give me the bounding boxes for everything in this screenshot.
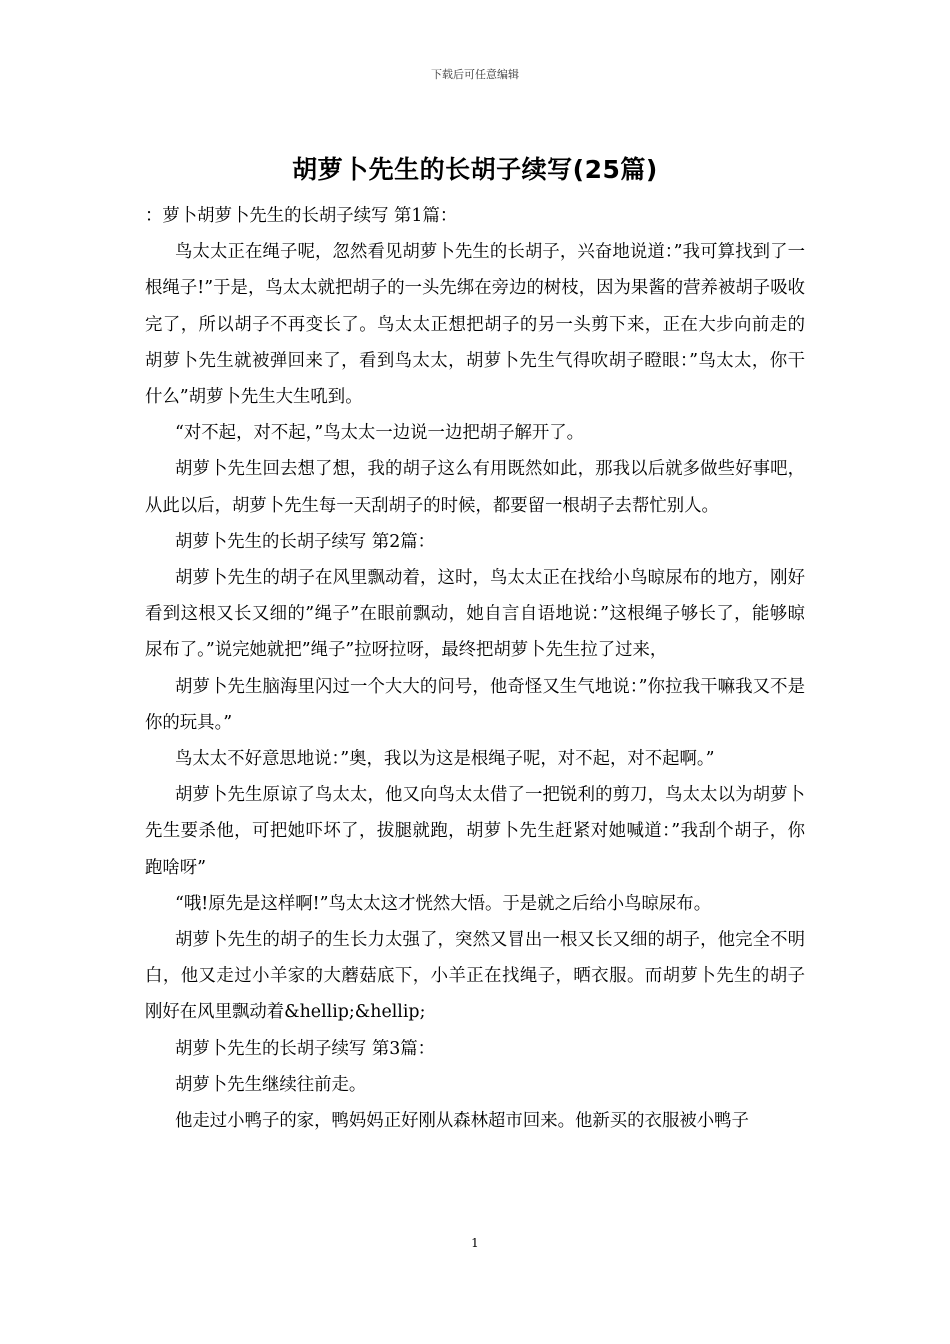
body-paragraph: 胡萝卜先生继续往前走。 [175,1074,367,1095]
body-paragraph: ：萝卜胡萝卜先生的长胡子续写 第1篇： [145,206,458,226]
body-paragraph: 胡萝卜先生脑海里闪过一个大大的问号，他奇怪又生气地说：”你拉我干嘛我又不是你的玩具。” [145,676,805,733]
page-number: 1 [471,1236,479,1250]
document-title: 胡萝卜先生的长胡子续写(25篇) [292,155,658,184]
body-paragraph: 胡萝卜先生回去想了想，我的胡子这么有用既然如此，那我以后就多做些好事吧，从此以后，胡萝卜先生每一天刮胡子的时候，都要留一根胡子去帮忙别人。 [145,459,805,516]
body-paragraph: 他走过小鸭子的家，鸭妈妈正好刚从森林超市回来。他新买的衣服被小鸭子 [175,1111,749,1132]
body-paragraph: 鸟太太正在绳子呢，忽然看见胡萝卜先生的长胡子，兴奋地说道：”我可算找到了一根绳子!”于是，鸟太太就把胡子的一头先绑在旁边的树枝，因为果酱的营养被胡子吸收完了，所以胡子不再变长了。鸟太太正想把胡子的另一头剪下来，正在大步向前走的胡萝卜先生就被弹回来了，看到鸟太太，胡萝卜先生气得吹胡子瞪眼：”鸟太太，你干什么”胡萝卜先生大生吼到。 [145,242,805,408]
body-paragraph: “哦!原先是这样啊!”鸟太太这才恍然大悟。于是就之后给小鸟晾尿布。 [175,893,712,914]
body-paragraph: 胡萝卜先生的长胡子续写 第3篇： [175,1038,436,1059]
body-paragraph: 鸟太太不好意思地说：”奥，我以为这是根绳子呢，对不起，对不起啊。” [175,749,715,770]
body-paragraph: 胡萝卜先生的胡子的生长力太强了，突然又冒出一根又长又细的胡子，他完全不明白，他又走过小羊家的大蘑菇底下，小羊正在找绳子，晒衣服。而胡萝卜先生的胡子刚好在风里飘动着&hellip;&hellip; [145,930,805,1023]
header-note: 下载后可任意编辑 [431,68,519,81]
body-paragraph: 胡萝卜先生的长胡子续写 第2篇： [175,531,436,552]
body-paragraph: 胡萝卜先生的胡子在风里飘动着，这时，鸟太太正在找给小鸟晾尿布的地方，刚好看到这根又长又细的”绳子”在眼前飘动，她自言自语地说：”这根绳子够长了，能够晾尿布了。”说完她就把”绳子”拉呀拉呀，最终把胡萝卜先生拉了过来， [145,568,805,661]
document-body [145,198,805,1139]
body-paragraph: 胡萝卜先生原谅了鸟太太，他又向鸟太太借了一把锐利的剪刀，鸟太太以为胡萝卜先生要杀他，可把她吓坏了，拔腿就跑，胡萝卜先生赶紧对她喊道：”我刮个胡子，你跑啥呀” [145,785,805,878]
body-paragraph: “对不起，对不起，”鸟太太一边说一边把胡子解开了。 [175,423,585,444]
